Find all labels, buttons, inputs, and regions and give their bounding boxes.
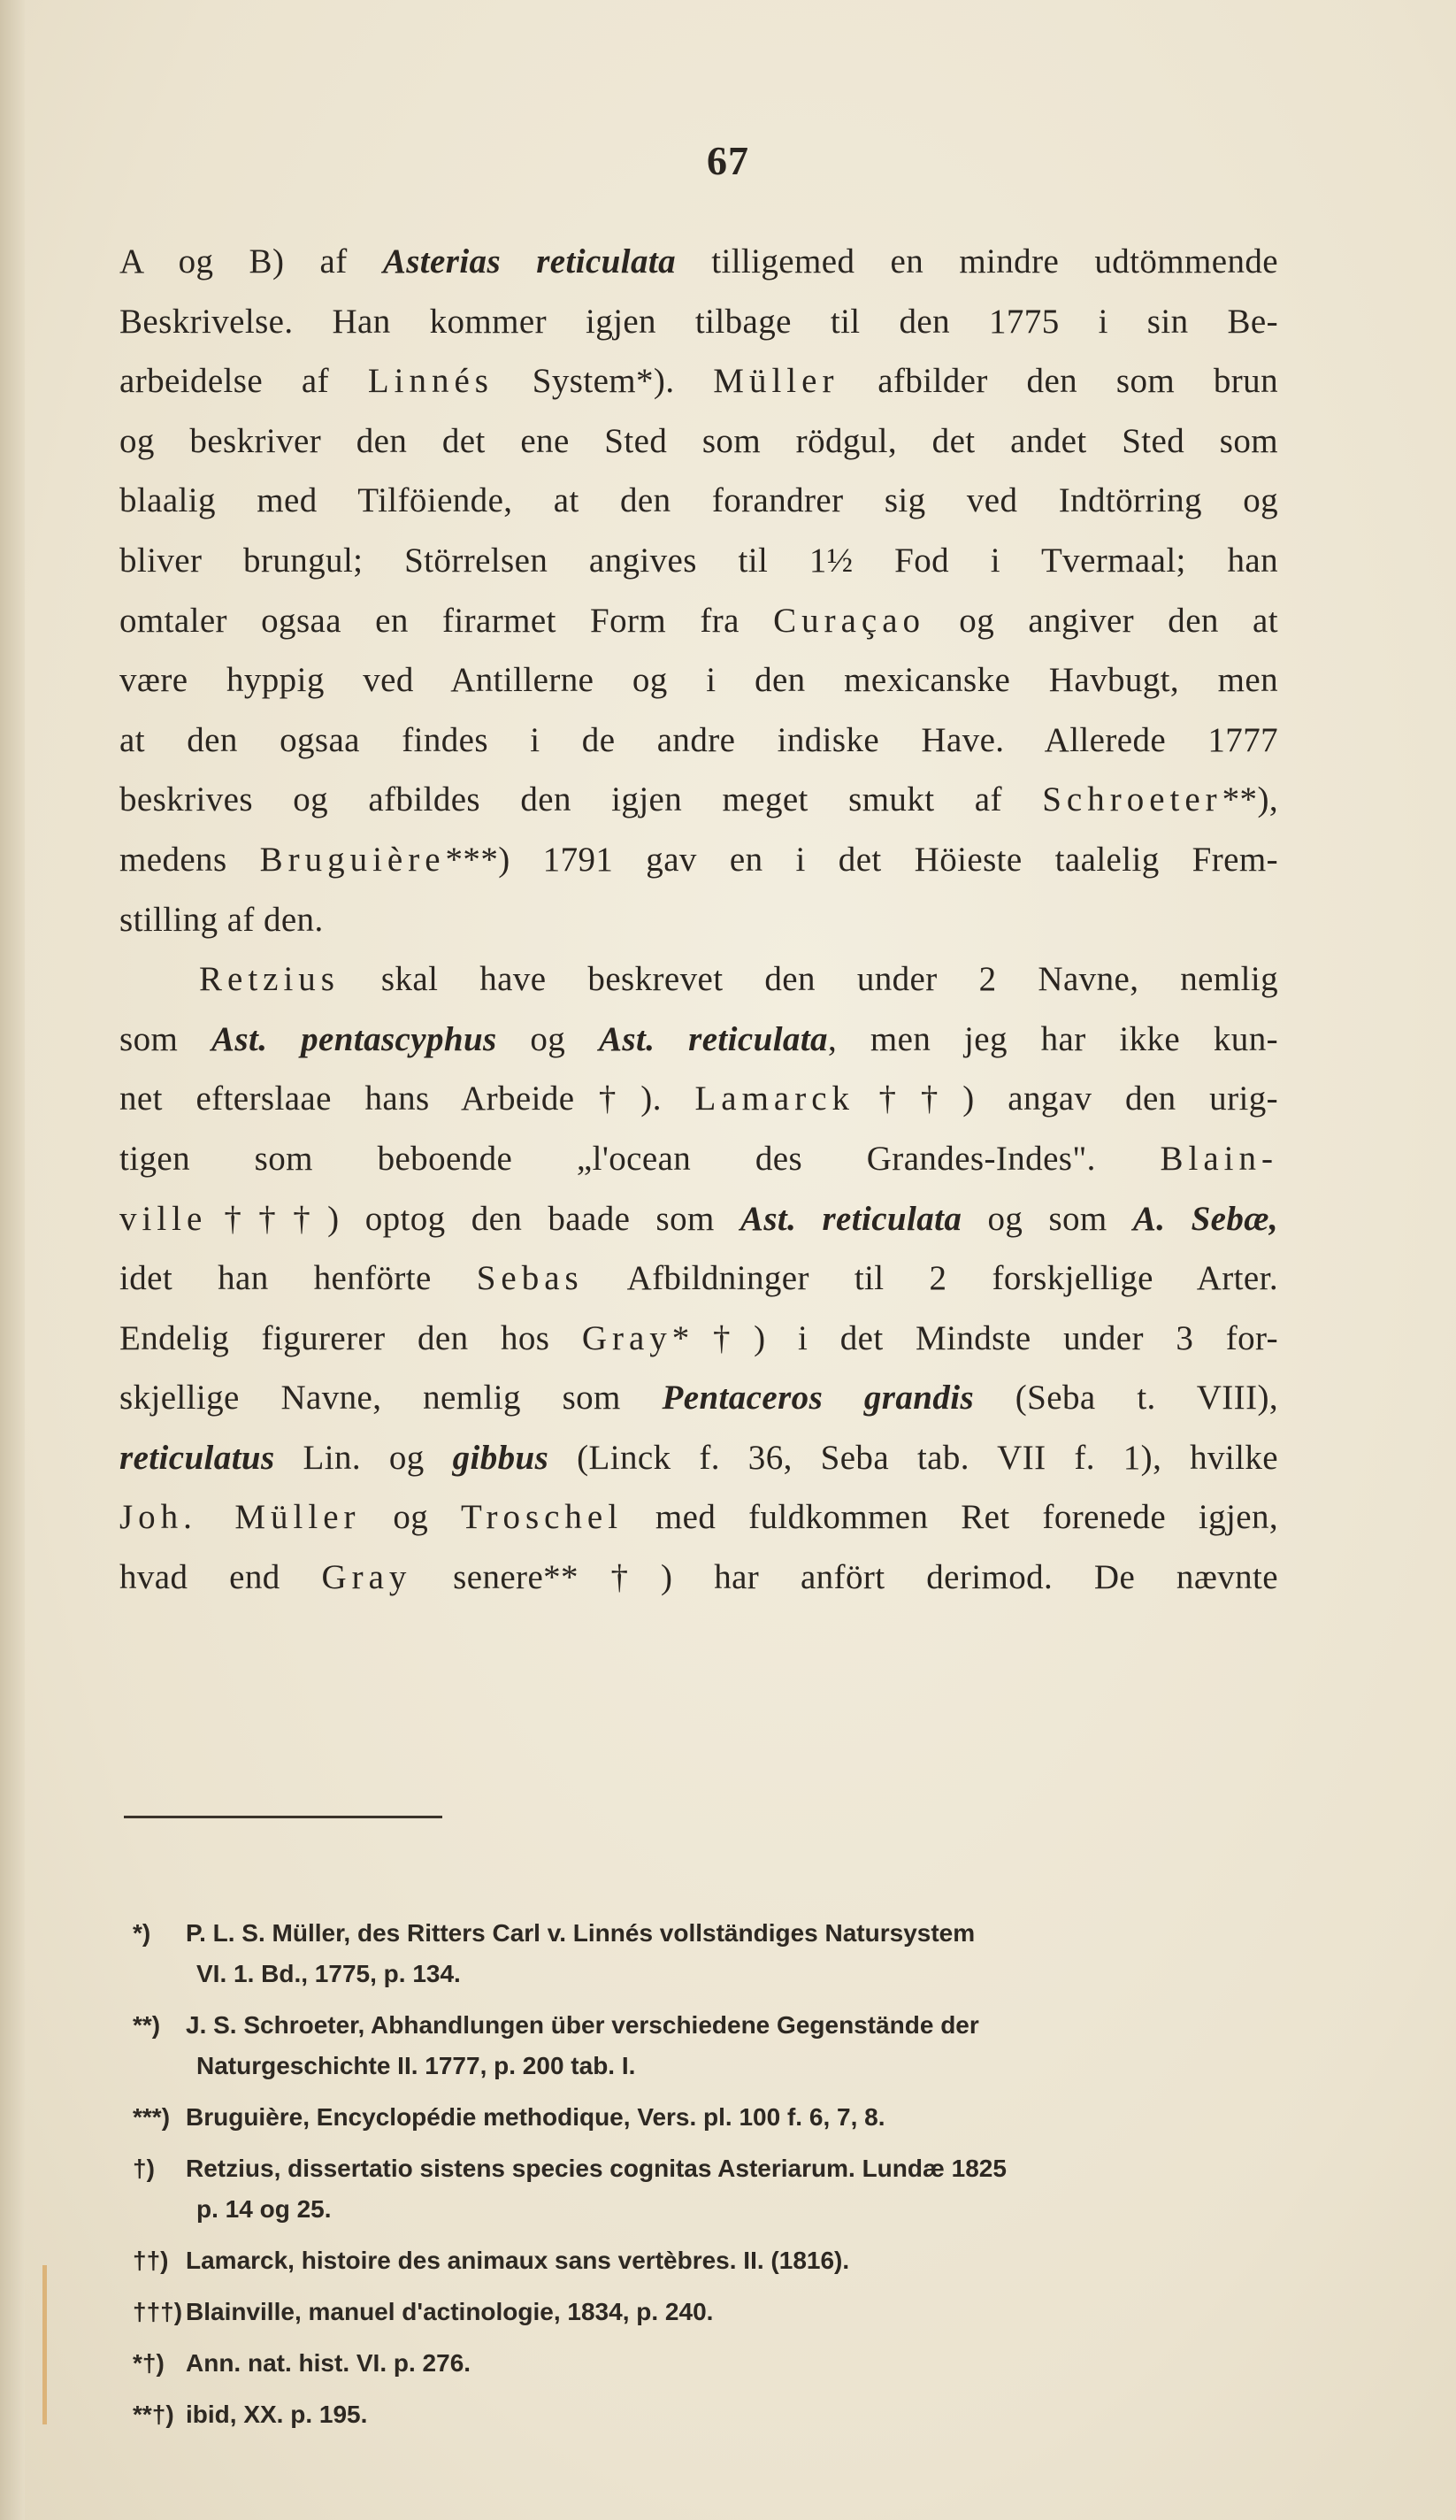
margin-mark [42, 2265, 47, 2424]
text-segment: bliver brungul; Störrelsen angives til 1½ Fod i Tvermaal; han [119, 541, 1278, 580]
footnote-mark: †††) [133, 2298, 183, 2325]
footnote-text: J. S. Schroeter, Abhandlungen über verschiedene Gegenstände der [186, 2011, 979, 2039]
text-segment: med fuldkommen Ret forenede igjen, [623, 1498, 1278, 1537]
text-segment: ***) 1791 gav en i det Höieste taalelig Frem- [445, 840, 1278, 879]
text-segment: tilligemed en mindre udtömmende [676, 242, 1278, 280]
text-line [119, 1129, 1278, 1189]
text-segment: Beskrivelse. Han kommer igjen tilbage til den 1775 i sin Be- [119, 302, 1278, 341]
text-line [119, 1248, 1278, 1309]
text-line [119, 471, 1278, 531]
text-segment: omtaler ogsaa en firarmet Form fra [119, 601, 774, 640]
footnote-text: ibid, XX. p. 195. [186, 2401, 368, 2428]
text-segment: senere**†) har anfört derimod. De nævnte [411, 1558, 1278, 1597]
taxon-name: Pentaceros grandis [662, 1379, 975, 1418]
spaced-name: Gray [581, 1318, 672, 1357]
text-line [119, 292, 1278, 352]
taxon-name: Ast. reticulata [739, 1199, 962, 1238]
text-line [119, 890, 1278, 950]
text-segment: Endelig figurerer den hos [119, 1318, 582, 1357]
text-segment: *†) i det Mindste under 3 for- [671, 1318, 1278, 1357]
footnote-text: VI. 1. Bd., 1775, p. 134. [196, 1960, 461, 1987]
footnote-mark: *) [133, 1919, 151, 1947]
footnote [133, 2097, 1283, 2138]
footnote-text: Bruguière, Encyclopédie methodique, Vers. pl. 100 f. 6, 7, 8. [186, 2103, 885, 2131]
footnote [133, 2005, 1283, 2086]
footnote-mark: *†) [133, 2349, 165, 2377]
text-line [119, 650, 1278, 711]
text-segment: †††) optog den baade som [207, 1199, 740, 1238]
spaced-name: Troschel [461, 1498, 624, 1537]
text-segment: blaalig med Tilföiende, at den forandrer sig ved Indtörring og [119, 481, 1278, 520]
text-line [119, 531, 1278, 591]
footnote-mark: ††) [133, 2247, 169, 2274]
text-segment: tigen som beboende „l'ocean des Grandes-Indes". [119, 1139, 1161, 1178]
text-line [119, 591, 1278, 651]
text-line [119, 1368, 1278, 1428]
text-segment: Lin. og [274, 1438, 453, 1477]
spaced-name: Curaçao [773, 601, 926, 640]
footnote-text: p. 14 og 25. [196, 2195, 332, 2223]
spaced-name: Linnés [367, 362, 494, 401]
text-segment: arbeidelse af [119, 362, 368, 401]
text-line [119, 770, 1278, 830]
spaced-name: Retzius [199, 960, 340, 999]
body-text [119, 232, 1278, 1608]
footnote-mark: ***) [133, 2103, 171, 2131]
footnote-text: P. L. S. Müller, des Ritters Carl v. Linnés vollständiges Natursystem [186, 1919, 976, 1947]
text-segment: net efterslaae hans Arbeide†). [119, 1079, 695, 1118]
text-segment: og [496, 1019, 599, 1058]
taxon-name: Ast. pentascyphus [211, 1019, 497, 1058]
text-line [119, 830, 1278, 890]
text-segment: hvad end [119, 1558, 322, 1597]
text-line [119, 351, 1278, 411]
text-segment: afbilder den som brun [839, 362, 1278, 401]
text-segment: og [360, 1498, 461, 1537]
footnote [133, 2240, 1283, 2281]
footnote-text: Lamarck, histoire des animaux sans vertèbres. II. (1816). [186, 2247, 850, 2274]
taxon-name: reticulatus [119, 1438, 275, 1477]
text-line [119, 232, 1278, 292]
text-line [119, 711, 1278, 771]
footnote-mark: †) [133, 2155, 155, 2182]
footnote [133, 1913, 1283, 1994]
footnote-text: Naturgeschichte II. 1777, p. 200 tab. I. [196, 2052, 636, 2079]
text-segment: idet han henförte [119, 1259, 477, 1298]
text-segment: , men jeg har ikke kun- [827, 1019, 1278, 1058]
page-number: 67 [707, 138, 749, 183]
taxon-name: A. Sebæ, [1132, 1199, 1278, 1238]
footnote [133, 2343, 1283, 2384]
text-line [119, 1428, 1278, 1488]
text-line [119, 1010, 1278, 1070]
spaced-name: Schroeter [1042, 780, 1222, 819]
footnote [133, 2394, 1283, 2435]
footnote [133, 2148, 1283, 2230]
footnote-text: Retzius, dissertatio sistens species cognitas Asteriarum. Lundæ 1825 [186, 2155, 1007, 2182]
footnotes [133, 1913, 1283, 2446]
text-segment: og som [962, 1199, 1133, 1238]
footnote [133, 2292, 1283, 2332]
text-segment: (Seba t. VIII), [974, 1379, 1278, 1418]
text-segment: som [119, 1019, 211, 1058]
spaced-name: Blain- [1160, 1139, 1278, 1178]
spaced-name: Müller [713, 362, 839, 401]
text-segment: System*). [493, 362, 714, 401]
spaced-name: ville [119, 1199, 208, 1238]
text-segment: stilling af den. [119, 900, 324, 939]
text-line [119, 1309, 1278, 1369]
spaced-name: Joh. Müller [119, 1498, 361, 1537]
text-segment: ††) angav den urig- [854, 1079, 1278, 1118]
text-segment: at den ogsaa findes i de andre indiske Have. Allerede 1777 [119, 720, 1278, 759]
text-line [119, 1487, 1278, 1548]
text-segment: og angiver den at [925, 601, 1278, 640]
footnote-text: Ann. nat. hist. VI. p. 276. [186, 2349, 471, 2377]
text-segment: skjellige Navne, nemlig som [119, 1379, 663, 1418]
text-segment: beskrives og afbildes den igjen meget smukt af [119, 780, 1043, 819]
taxon-name: gibbus [452, 1438, 549, 1477]
binding-shadow [0, 0, 25, 2520]
spaced-name: Bruguière [259, 840, 446, 879]
footnote-mark: **†) [133, 2401, 174, 2428]
text-segment: **), [1222, 780, 1278, 819]
text-segment: skal have beskrevet den under 2 Navne, nemlig [339, 960, 1278, 999]
footnote-mark: **) [133, 2011, 161, 2039]
text-line [119, 1548, 1278, 1608]
footnote-rule [124, 1816, 442, 1818]
footnote-text: Blainville, manuel d'actinologie, 1834, p. 240. [186, 2298, 714, 2325]
text-line [119, 411, 1278, 472]
text-segment: og beskriver den det ene Sted som rödgul, det andet Sted som [119, 421, 1278, 460]
spaced-name: Lamarck [694, 1079, 855, 1118]
text-segment: (Linck f. 36, Seba tab. VII f. 1), hvilke [548, 1438, 1278, 1477]
text-line [119, 949, 1278, 1010]
text-segment: medens [119, 840, 260, 879]
text-line [119, 1069, 1278, 1129]
spaced-name: Sebas [476, 1259, 584, 1298]
spaced-name: Gray [321, 1558, 412, 1597]
text-line [119, 1189, 1278, 1249]
taxon-name: Ast. reticulata [598, 1019, 828, 1058]
text-segment: være hyppig ved Antillerne og i den mexicanske Havbugt, men [119, 661, 1278, 700]
text-segment: A og B) af [119, 242, 383, 280]
taxon-name: Asterias reticulata [382, 242, 677, 280]
text-segment: Afbildninger til 2 forskjellige Arter. [583, 1259, 1278, 1298]
